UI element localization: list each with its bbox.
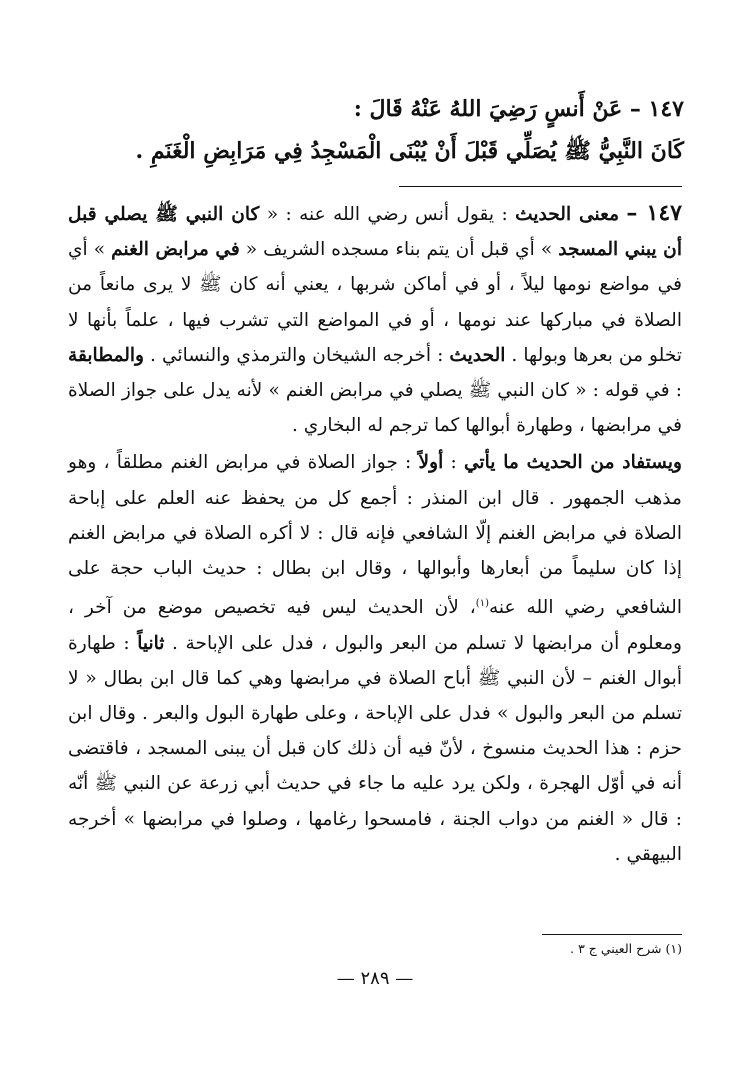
section-divider xyxy=(399,186,682,187)
page-number xyxy=(0,968,750,989)
explanation-text-a: : يقول أنس رضي الله عنه : « xyxy=(259,204,516,225)
page-number-value: ٢٨٩ xyxy=(360,968,390,989)
hadith-number: ١٤٧ – xyxy=(626,200,682,226)
first-benefit-label: أولاً xyxy=(418,452,444,474)
hadith-line-2: كَانَ النَّبِيُّ ﷺ يُصَلِّي قَبْلَ أَنْ يُبْنَى الْمَسْجِدُ فِي مَرَابِضِ الْغَنَمِ . xyxy=(135,138,684,164)
page-number-dash-left: — xyxy=(395,968,414,989)
page-number-dash-right: — xyxy=(336,968,355,989)
explanation-text-e: » أي في مواضع نومها ليلاً ، أو في أماكن شربها ، يعني أنه كان ﷺ لا يرى مانعاً من الصلاة في مباركها عند نومها ، أو في المواضع التي تشرب فيها ، علماً بأنها لا تخلو من بعرها وبولها . xyxy=(68,239,682,366)
explanation-quote-1: كان النبي ﷺ يصلي قبل أن يبني المسجد xyxy=(68,204,683,261)
first-benefit-text-2: ، لأن الحديث ليس فيه تخصيص موضع من آخر ، ومعلوم أن مرابضها لا تسلم من البعر والبول ، فدل على الإباحة . xyxy=(68,597,683,654)
takhrij-text: : أخرجه الشيخان والترمذي والنسائي . xyxy=(144,344,450,366)
explanation-text-c: » أي قبل أن يتم بناء مسجده الشريف « xyxy=(239,239,559,261)
hadith-line-1: ١٤٧ – عَنْ أَنسٍ رَضِيَ اللهُ عَنْهُ قَالَ : xyxy=(353,96,684,122)
benefits-heading: ويستفاد من الحديث ما يأتي xyxy=(463,452,682,474)
footnote: (١) شرح العيني ج ٣ . xyxy=(570,941,682,956)
takhrij-label: الحديث xyxy=(449,344,506,366)
footnote-reference[interactable]: (١) xyxy=(475,598,489,610)
second-benefit-text: : طهارة أبوال الغنم – لأن النبي ﷺ أباح الصلاة في مرابضها وهي كما قال ابن بطال « لا تسلم من البعر والبول » فدل على الإباحة ، وعلى طهارة البول والبعر . وقال ابن حزم : هذا الحديث منسوخ ، لأنّ فيه أن ذلك كان قبل أن يبنى المسجد ، فاقتضى أنه في أوّل الهجرة ، ولكن يرد عليه ما جاء في حديث أبي زرعة عن النبي ﷺ أنّه : قال « الغنم من دواب الجنة ، فامسحوا رغامها ، وصلوا في مرابضها » أخرجه البيهقي . xyxy=(68,632,682,865)
mutabaqa-label: والمطابقة xyxy=(68,344,145,366)
footnote-divider xyxy=(542,934,682,935)
explanation-quote-2: في مرابض الغنم xyxy=(111,239,240,261)
explanation-heading: معنى الحديث xyxy=(515,204,620,225)
hadith-text xyxy=(66,88,684,172)
commentary xyxy=(68,196,682,872)
explanation-paragraph xyxy=(68,196,682,443)
first-benefit-text: : جواز الصلاة في مرابض الغنم مطلقاً ، وهو مذهب الجمهور . قال ابن المنذر : أجمع كل من يحفظ عنه العلم على إباحة الصلاة في مرابض الغنم إلّا الشافعي فإنه قال : لا أكره الصلاة في مرابض الغنم إذا كان سليماً من أبعارها وأبوالها ، وقال ابن بطال : حديث الباب حجة على الشافعي رضي الله عنه xyxy=(68,452,682,619)
benefits-paragraph: ويستفاد من الحديث ما يأتي : أولاً : جواز الصلاة في مرابض الغنم مطلقاً ، وهو مذهب الجمهور . قال ابن المنذر : أجمع كل من يحفظ عنه العلم على إباحة الصلاة في مرابض الغنم إلّا الشافعي فإنه قال : لا أكره الصلاة في مرابض الغنم إذا كان سليماً من أبعارها وأبوالها ، وقال ابن بطال : حديث الباب حجة على الشافعي رضي الله عنه$^{(١)}$، لأن الحديث ليس فيه تخصيص موضع من آخر ، ومعلوم أن مرابضها لا تسلم من البعر والبول ، فدل على الإباحة . ثانياً : طهارة أبوال الغنم – لأن النبي ﷺ أباح الصلاة في مرابضها وهي كما قال ابن بطال « لا تسلم من البعر والبول » فدل على الإباحة ، وعلى طهارة البول والبعر . وقال ابن حزم : هذا الحديث منسوخ ، لأنّ فيه أن ذلك كان قبل أن يبنى المسجد ، فاقتضى أنه في أوّل الهجرة ، ولكن يرد عليه ما جاء في حديث أبي زرعة عن النبي ﷺ أنّه : قال « الغنم من دواب الجنة ، فامسحوا رغامها ، وصلوا في مرابضها » أخرجه البيهقي . xyxy=(68,452,683,865)
mutabaqa-text: : في قوله : « كان النبي ﷺ يصلي في مرابض الغنم » لأنه يدل على جواز الصلاة في مرابضها ، وطهارة أبوالها كما ترجم له البخاري . xyxy=(68,380,682,437)
second-benefit-label: ثانياً xyxy=(137,632,165,654)
